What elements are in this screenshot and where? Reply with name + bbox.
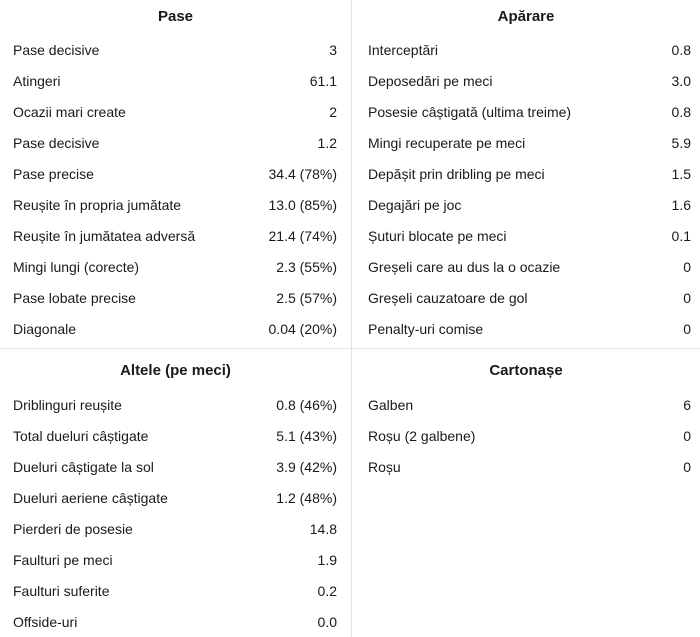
stat-label: Reușite în jumătatea adversă	[13, 227, 196, 244]
stat-value: 1.9	[317, 551, 337, 568]
stat-value: 13.0 (85%)	[268, 196, 337, 213]
stat-value: 0.8	[671, 103, 691, 120]
stat-label: Faulturi suferite	[13, 582, 110, 599]
stat-label: Penalty-uri comise	[368, 320, 484, 337]
stat-value: 14.8	[309, 520, 337, 537]
passes-title: Pase	[157, 8, 194, 25]
stat-label: Faulturi pe meci	[13, 551, 113, 568]
stat-row	[0, 513, 351, 544]
stat-value: 0.8	[671, 41, 691, 58]
stat-value: 5.1 (43%)	[276, 427, 337, 444]
stat-value: 6	[683, 396, 691, 413]
stat-value: 0.1	[671, 227, 691, 244]
stat-value: 3.9 (42%)	[276, 458, 337, 475]
stat-label: Pase lobate precise	[13, 289, 136, 306]
stat-row	[0, 34, 351, 65]
stat-row	[352, 389, 700, 420]
stat-label: Roșu	[368, 458, 401, 475]
stat-row	[352, 127, 700, 158]
stat-row	[0, 220, 351, 251]
stat-row	[352, 251, 700, 282]
defense-rows	[352, 34, 700, 344]
stat-label: Pase decisive	[13, 134, 100, 151]
stat-label: Reușite în propria jumătate	[13, 196, 182, 213]
defense-panel	[352, 0, 700, 349]
stat-label: Mingi lungi (corecte)	[13, 258, 140, 275]
stat-row	[352, 420, 700, 451]
stat-label: Greșeli cauzatoare de gol	[368, 289, 528, 306]
stat-value: 0.0	[317, 613, 337, 630]
stat-row	[0, 251, 351, 282]
stat-value: 1.2	[317, 134, 337, 151]
stat-label: Roșu (2 galbene)	[368, 427, 476, 444]
stat-label: Pierderi de posesie	[13, 520, 133, 537]
other-panel	[0, 349, 352, 637]
stat-value: 3	[329, 41, 337, 58]
other-title: Altele (pe meci)	[120, 362, 231, 379]
defense-title: Apărare	[497, 8, 555, 25]
stat-value: 0	[683, 427, 691, 444]
stat-row	[352, 158, 700, 189]
stat-row	[0, 127, 351, 158]
stat-value: 0	[683, 258, 691, 275]
other-rows	[0, 389, 351, 637]
stat-row	[0, 451, 351, 482]
stat-row	[0, 65, 351, 96]
stat-label: Ocazii mari create	[13, 103, 126, 120]
stat-label: Atingeri	[13, 72, 61, 89]
stat-row	[352, 96, 700, 127]
stat-row	[352, 34, 700, 65]
stat-label: Total dueluri câștigate	[13, 427, 149, 444]
passes-rows	[0, 34, 351, 344]
stat-row	[0, 96, 351, 127]
stat-value: 0	[683, 458, 691, 475]
stat-label: Driblinguri reușite	[13, 396, 122, 413]
stat-row	[352, 282, 700, 313]
stat-value: 1.5	[671, 165, 691, 182]
stat-label: Degajări pe joc	[368, 196, 462, 213]
stat-row	[0, 282, 351, 313]
stat-label: Offside-uri	[13, 613, 78, 630]
stat-value: 1.6	[671, 196, 691, 213]
stat-label: Galben	[368, 396, 414, 413]
stat-value: 2.3 (55%)	[276, 258, 337, 275]
stat-row	[352, 313, 700, 344]
stat-label: Șuturi blocate pe meci	[368, 227, 507, 244]
stat-label: Deposedări pe meci	[368, 72, 493, 89]
stat-row	[0, 575, 351, 606]
stat-value: 21.4 (74%)	[268, 227, 337, 244]
stat-value: 61.1	[309, 72, 337, 89]
stat-row	[352, 451, 700, 482]
stat-value: 5.9	[671, 134, 691, 151]
stat-value: 0.04 (20%)	[268, 320, 337, 337]
stat-value: 2	[329, 103, 337, 120]
stat-label: Posesie câștigată (ultima treime)	[368, 103, 572, 120]
passes-panel	[0, 0, 352, 349]
stat-row	[0, 189, 351, 220]
stat-label: Diagonale	[13, 320, 77, 337]
stat-label: Dueluri aeriene câștigate	[13, 489, 168, 506]
stat-label: Mingi recuperate pe meci	[368, 134, 526, 151]
stat-value: 2.5 (57%)	[276, 289, 337, 306]
stat-value: 0	[683, 320, 691, 337]
stat-row	[352, 220, 700, 251]
stat-value: 0	[683, 289, 691, 306]
stat-label: Greșeli care au dus la o ocazie	[368, 258, 561, 275]
stat-value: 1.2 (48%)	[276, 489, 337, 506]
cards-rows	[352, 389, 700, 482]
cards-panel	[352, 349, 700, 637]
stat-row	[0, 158, 351, 189]
stat-label: Dueluri câștigate la sol	[13, 458, 154, 475]
cards-title: Cartonașe	[489, 362, 563, 379]
stat-row	[0, 482, 351, 513]
stat-row	[0, 544, 351, 575]
stat-label: Interceptări	[368, 41, 439, 58]
stat-row	[352, 189, 700, 220]
stat-row	[0, 389, 351, 420]
stat-row	[0, 606, 351, 637]
stat-value: 0.2	[317, 582, 337, 599]
stat-label: Pase decisive	[13, 41, 100, 58]
stat-value: 34.4 (78%)	[268, 165, 337, 182]
stat-row	[0, 313, 351, 344]
stat-value: 0.8 (46%)	[276, 396, 337, 413]
stat-value: 3.0	[671, 72, 691, 89]
stat-label: Pase precise	[13, 165, 94, 182]
stat-row	[352, 65, 700, 96]
stat-row	[0, 420, 351, 451]
stat-label: Depășit prin dribling pe meci	[368, 165, 545, 182]
